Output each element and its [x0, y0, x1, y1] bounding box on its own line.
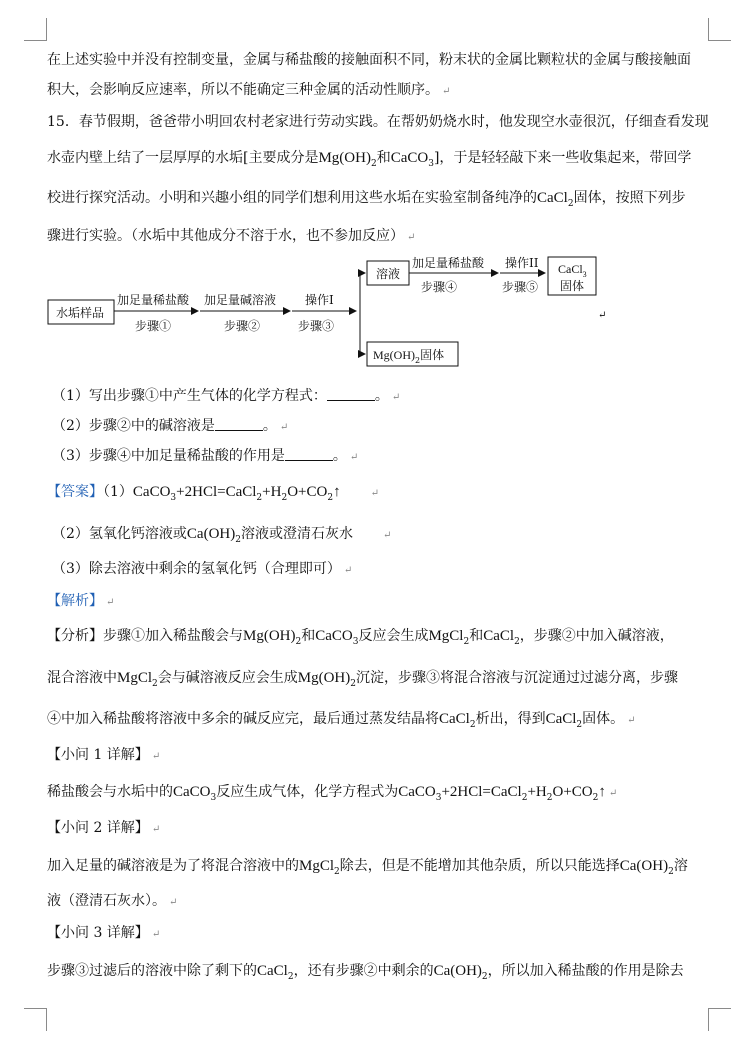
question-15-line-3: 校进行探究活动。小明和兴趣小组的同学们想利用这些水垢在实验室制备纯净的CaCl$_2$固体，按照下列步 [47, 190, 686, 209]
analysis-label: 【解析】 [47, 593, 103, 609]
answer-blank-2[interactable] [215, 416, 263, 431]
subsection-1-heading: 【小问 1 详解】 ↵ [47, 747, 161, 763]
analysis-line-2: 混合溶液中MgCl$_2$会与碱溶液反应会生成$Mg(OH)_2$沉淀，步骤③将混合溶液与沉淀通过过滤分离，步骤 [47, 670, 678, 689]
question-15-line-4: 骤进行实验。（水垢中其他成分不溶于水，也不参加反应） ↵ [47, 228, 416, 244]
label-product-state: 固体 [560, 279, 585, 293]
label-step-2: 步骤② [224, 319, 261, 333]
question-15-line-1: 15．春节假期，爸爸带小明回农村老家进行劳动实践。在帮奶奶烧水时，他发现空水壶很沉，仔细查看发现 [47, 114, 709, 130]
analysis-label-line: 【解析】 ↵ [47, 593, 115, 609]
question-15-line-2: 水壶内壁上结了一层厚厚的水垢[主要成分是$Mg(OH)_2$和CaCO$_3$]，于是轻轻敲下来一些收集起来，带回学 [47, 150, 692, 169]
label-sample: 水垢样品 [56, 306, 105, 320]
subsection-3-heading: 【小问 3 详解】 ↵ [47, 925, 161, 941]
analysis-line-1: 【分析】步骤①加入稀盐酸会与$Mg(OH)_2$和CaCO$_3$反应会生成MgCl$_2$和CaCl$_2$，步骤②中加入碱溶液， [47, 628, 674, 647]
label-reagent-4: 加足量稀盐酸 [412, 256, 485, 270]
label-op-2: 操作II [505, 256, 539, 270]
label-reagent-2: 加足量碱溶液 [204, 293, 277, 307]
label-solid: $Mg(OH)_2$固体 [373, 348, 445, 365]
label-reagent-1: 加足量稀盐酸 [117, 293, 190, 307]
answer-line-1: 【答案】$(1)CaCO_3+2HCl=CaCl_2+H_2O+CO_2↑$ ↵ [47, 484, 379, 503]
subquestion-1: （1）写出步骤①中产生气体的化学方程式： 。 ↵ [52, 388, 401, 404]
label-product-formula: CaCl$_3$ [558, 262, 587, 279]
subquestion-3: （3）步骤④中加足量稀盐酸的作用是 。 ↵ [52, 448, 359, 464]
answer-line-2: （2）氢氧化钙溶液或$Ca(OH)_2$溶液或澄清石灰水 ↵ [52, 526, 392, 545]
label-op-1: 操作I [305, 293, 334, 307]
detail-2-line-2: 液（澄清石灰水）。 ↵ [47, 893, 178, 909]
answer-label: 【答案】 [47, 484, 103, 500]
answer-line-3: （3）除去溶液中剩余的氢氧化钙（合理即可） ↵ [52, 561, 353, 577]
subsection-2-heading: 【小问 2 详解】 ↵ [47, 820, 161, 836]
label-step-3: 步骤③ [298, 319, 335, 333]
detail-1-line: 稀盐酸会与水垢中的CaCO$_3$反应生成气体，化学方程式为$CaCO_3+2HCl=CaCl_2+H_2O+CO_2↑$ ↵ [47, 784, 618, 803]
return-mark: ↵ [598, 310, 607, 321]
label-solution: 溶液 [376, 267, 401, 281]
text-line-2: 积大，会影响反应速率，所以不能确定三种金属的活动性顺序。 ↵ [47, 82, 451, 98]
label-step-4: 步骤④ [421, 280, 458, 294]
label-step-5: 步骤⑤ [502, 280, 539, 294]
subquestion-2: （2）步骤②中的碱溶液是 。 ↵ [52, 418, 289, 434]
text-line-1: 在上述实验中并没有控制变量，金属与稀盐酸的接触面积不同，粉末状的金属比颗粒状的金属与酸接触面 [47, 52, 691, 68]
label-step-1: 步骤① [135, 319, 172, 333]
detail-2-line-1: 加入足量的碱溶液是为了将混合溶液中的MgCl$_2$除去，但是不能增加其他杂质，所以只能选择$Ca(OH)_2$溶 [47, 858, 688, 877]
analysis-line-3: ④中加入稀盐酸将溶液中多余的碱反应完，最后通过蒸发结晶将CaCl$_2$析出，得到CaCl$_2$固体。 ↵ [47, 711, 636, 730]
answer-blank-3[interactable] [285, 446, 333, 461]
answer-blank-1[interactable] [327, 386, 375, 401]
detail-3-line-1: 步骤③过滤后的溶液中除了剩下的CaCl$_2$，还有步骤②中剩余的$Ca(OH)_2$，所以加入稀盐酸的作用是除去 [47, 963, 684, 982]
